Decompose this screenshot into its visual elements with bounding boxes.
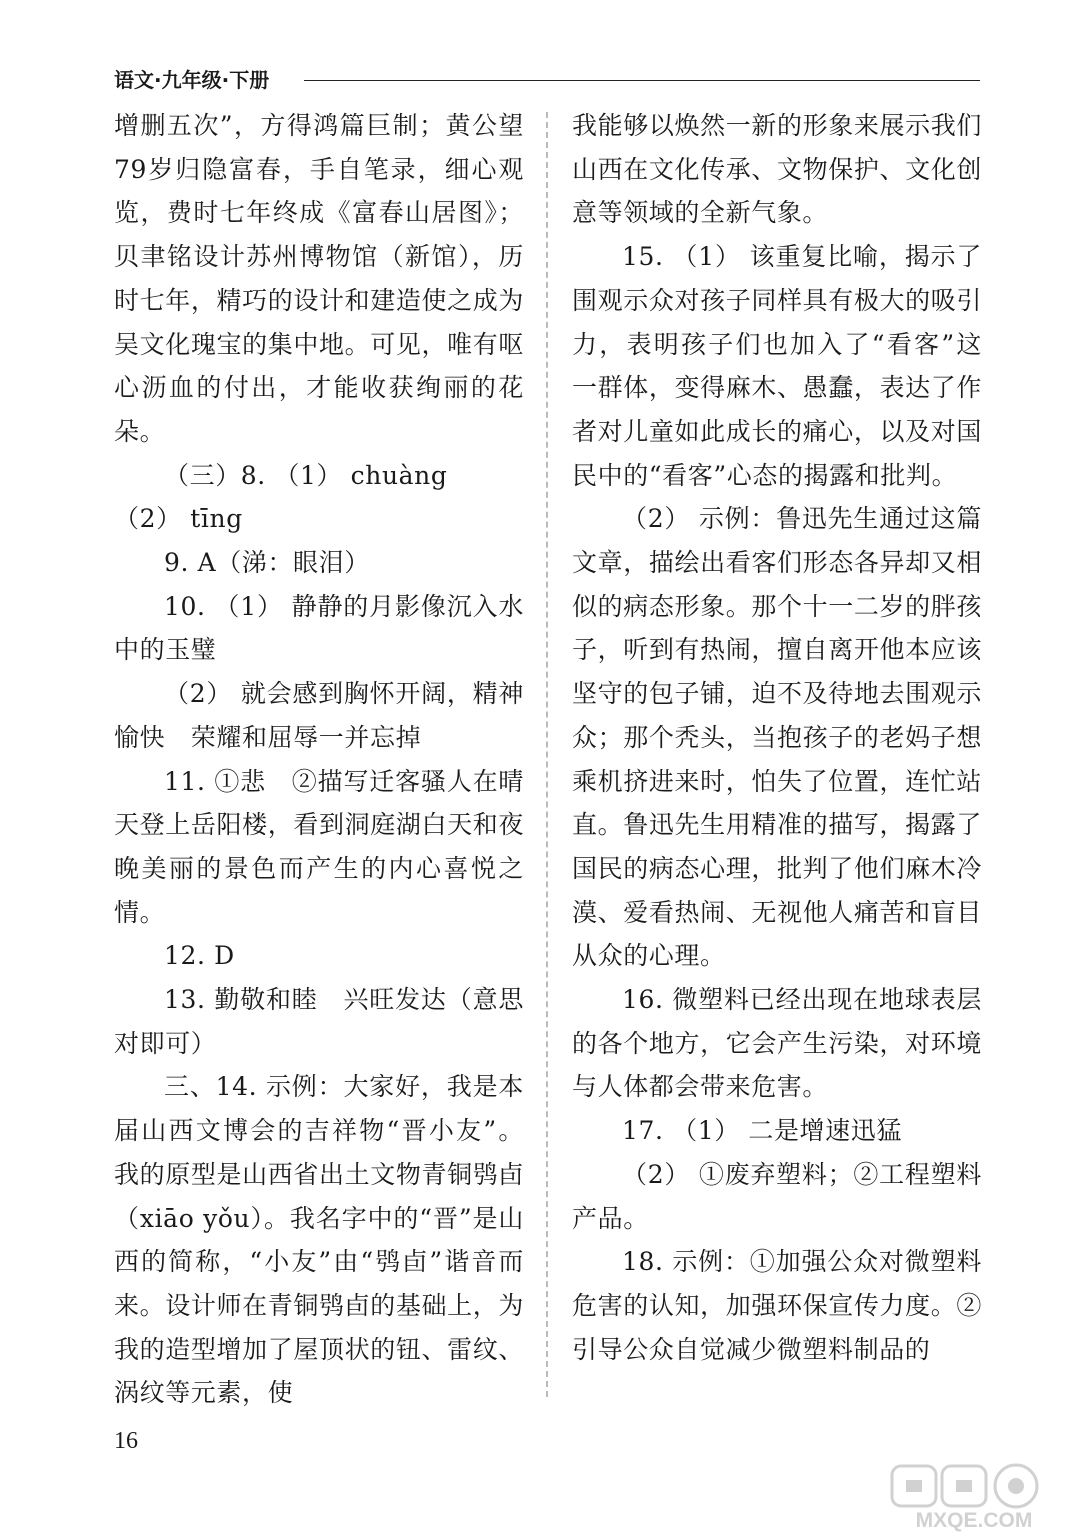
running-header bbox=[114, 66, 980, 96]
paragraph: 13. 勤敬和睦 兴旺发达（意思对即可） bbox=[114, 985, 524, 1058]
right-column bbox=[572, 104, 982, 1371]
paragraph: 15. （1） 该重复比喻，揭示了围观示众对孩子同样具有极大的吸引力，表明孩子们也加入了“看客”这一群体，变得麻木、愚蠢，表达了作者对儿童如此成长的痛心，以及对国民中的“看客”心态的揭露和批判。 bbox=[572, 242, 982, 490]
paragraph: 16. 微塑料已经出现在地球表层的各个地方，它会产生污染，对环境与人体都会带来危害。 bbox=[572, 985, 982, 1102]
paragraph: 增删五次”，方得鸿篇巨制；黄公望79岁归隐富春，手自笔录，细心观览，费时七年终成《富春山居图》；贝聿铭设计苏州博物馆（新馆），历时七年，精巧的设计和建造使之成为吴文化瑰宝的集中地。可见，唯有呕心沥血的付出，才能收获绚丽的花朵。 bbox=[114, 111, 524, 446]
paragraph: 11. ①悲 ②描写迁客骚人在晴天登上岳阳楼，看到洞庭湖白天和夜晚美丽的景色而产生的内心喜悦之情。 bbox=[114, 766, 524, 927]
paragraph: 9. A（涕：眼泪） bbox=[164, 548, 370, 578]
svg-text:MXQE.COM: MXQE.COM bbox=[915, 1509, 1033, 1532]
paragraph: 三、14. 示例：大家好，我是本届山西文博会的吉祥物“晋小友”。我的原型是山西省出土文物青铜鸮卣（xiāo yǒu）。我名字中的“晋”是山西的简称，“小友”由“鸮卣”谐音而来。设计师在青铜鸮卣的基础上，为我的造型增加了屋顶状的钮、雷纹、涡纹等元素，使 bbox=[114, 1072, 524, 1408]
watermark-logo bbox=[886, 1462, 1061, 1532]
paragraph: （2） ①废弃塑料；②工程塑料产品。 bbox=[572, 1159, 982, 1233]
header-rule bbox=[304, 80, 980, 81]
header-title: 语文·九年级·下册 bbox=[114, 68, 270, 92]
page-number: 16 bbox=[114, 1428, 138, 1454]
column-divider bbox=[546, 112, 548, 1397]
paragraph: （2） 就会感到胸怀开阔，精神愉快 荣耀和屈辱一并忘掉 bbox=[114, 679, 524, 752]
paragraph: 17. （1） 二是增速迅猛 bbox=[622, 1116, 902, 1146]
paragraph: （2） tīng bbox=[114, 504, 243, 534]
paragraph: （三）8. （1） chuàng bbox=[164, 460, 448, 490]
paragraph: （2） 示例：鲁迅先生通过这篇文章，描绘出看客们形态各异却又相似的病态形象。那个十一二岁的胖孩子，听到有热闹，擅自离开他本应该坚守的包子铺，迫不及待地去围观示众；那个秃头，当抱孩子的老妈子想乘机挤进来时，怕失了位置，连忙站直。鲁迅先生用精准的描写，揭露了国民的病态心理，批判了他们麻木冷漠、爱看热闹、无视他人痛苦和盲目从众的心理。 bbox=[572, 504, 982, 971]
left-column bbox=[114, 104, 524, 1415]
paragraph: 10. （1） 静静的月影像沉入水中的玉璧 bbox=[114, 591, 524, 665]
paragraph: 18. 示例：①加强公众对微塑料危害的认知，加强环保宣传力度。②引导公众自觉减少微塑料制品的 bbox=[572, 1247, 982, 1364]
paragraph: 12. D bbox=[164, 941, 235, 971]
paragraph: 我能够以焕然一新的形象来展示我们山西在文化传承、文物保护、文化创意等领域的全新气象。 bbox=[572, 111, 982, 228]
